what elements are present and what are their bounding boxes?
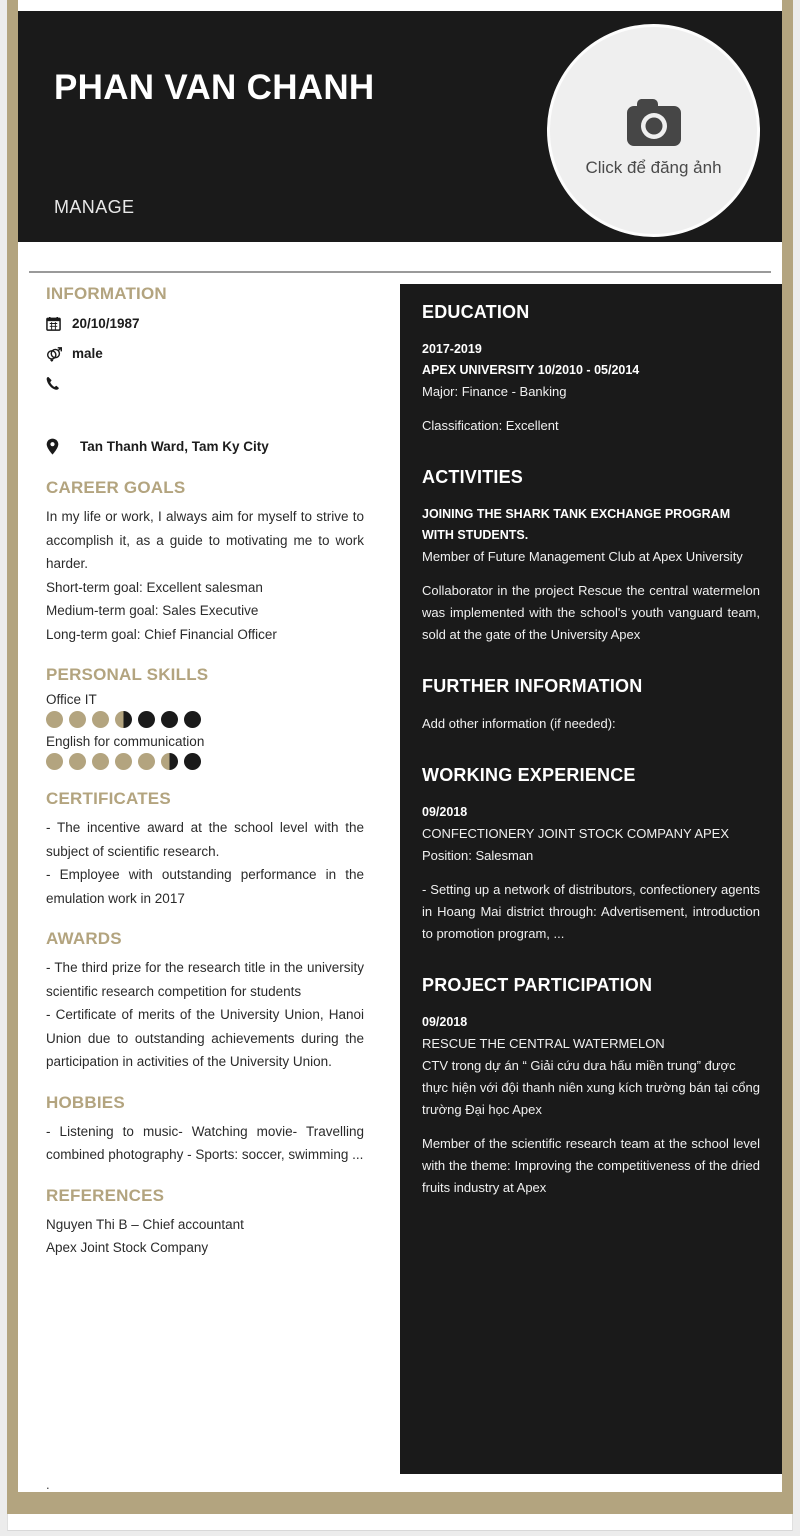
information-heading: INFORMATION <box>46 284 167 303</box>
photo-upload-button[interactable] <box>547 24 760 237</box>
certificate-item: - Employee with outstanding performance in the emulation work in 2017 <box>46 867 364 906</box>
personal-skills-heading: PERSONAL SKILLS <box>46 665 209 684</box>
skill-rating-dots[interactable] <box>46 711 364 728</box>
references-heading: REFERENCES <box>46 1185 165 1205</box>
skill-item <box>46 692 364 728</box>
address-value: Tan Thanh Ward, Tam Ky City <box>80 439 269 454</box>
truncated-text-row <box>46 1476 364 1492</box>
skill-dot[interactable] <box>46 753 63 770</box>
section-hobbies <box>46 1093 364 1167</box>
camera-icon <box>619 93 689 154</box>
hobbies-text: - Listening to music- Watching movie- Travelling combined photography - Sports: soccer, swimming ... <box>46 1123 364 1162</box>
hobbies-heading: HOBBIES <box>46 1092 125 1112</box>
further-information-heading: FURTHER INFORMATION <box>422 676 643 696</box>
project-paragraph-vi: CTV trong dự án “ Giải cứu dưa hấu miền trung” được thực hiện với đội thanh niên xung kích trường bán tại cổng trường Đại học Apex <box>422 1058 760 1117</box>
working-experience-company: CONFECTIONERY JOINT STOCK COMPANY APEX <box>422 826 730 841</box>
gender-icon <box>46 346 72 362</box>
section-awards <box>46 929 364 1074</box>
job-role: MANAGE <box>54 197 135 217</box>
skill-dot[interactable] <box>161 753 178 770</box>
left-column <box>46 284 364 1279</box>
skill-dot[interactable] <box>115 711 132 728</box>
skill-dot[interactable] <box>69 711 86 728</box>
cv-page <box>7 0 793 1525</box>
further-information-text: Add other information (if needed): <box>422 716 616 731</box>
cv-header <box>18 11 782 242</box>
page-bottom-margin <box>7 1514 793 1531</box>
page-bottom-border <box>7 1492 793 1514</box>
activities-paragraph: Collaborator in the project Rescue the central watermelon was implemented with the school's youth vanguard team, sold at the gate of the University Apex <box>422 583 760 642</box>
award-item: - Certificate of merits of the University Union, Hanoi Union due to outstanding achievements during the participation in activities of the University Union. <box>46 1007 364 1069</box>
header-divider <box>29 271 771 273</box>
education-school: APEX UNIVERSITY 10/2010 - 05/2014 <box>422 363 640 377</box>
career-goal-medium: Medium-term goal: Sales Executive <box>46 603 259 618</box>
skill-dot[interactable] <box>138 753 155 770</box>
skill-dot[interactable] <box>184 711 201 728</box>
skill-label: English for communication <box>46 734 205 749</box>
page-title: PHAN VAN CHANH <box>54 68 375 107</box>
section-education <box>422 302 760 437</box>
working-experience-date: 09/2018 <box>422 805 468 819</box>
section-certificates <box>46 789 364 910</box>
activities-line: Member of Future Management Club at Apex University <box>422 549 743 564</box>
skill-dot[interactable] <box>92 711 109 728</box>
skill-dot[interactable] <box>69 753 86 770</box>
section-activities <box>422 467 760 646</box>
location-pin-icon <box>46 438 72 455</box>
section-career-goals <box>46 478 364 646</box>
reference-line: Apex Joint Stock Company <box>46 1240 209 1255</box>
info-row-address <box>46 434 364 459</box>
phone-icon <box>46 376 72 391</box>
certificate-item: - The incentive award at the school level with the subject of scientific research. <box>46 820 364 859</box>
skill-dot[interactable] <box>92 753 109 770</box>
skill-item <box>46 734 364 770</box>
right-column <box>400 284 782 1474</box>
skill-dot[interactable] <box>115 753 132 770</box>
gender-value: male <box>72 346 103 361</box>
project-date: 09/2018 <box>422 1015 468 1029</box>
career-goal-short: Short-term goal: Excellent salesman <box>46 579 263 595</box>
birthdate-value: 20/10/1987 <box>72 316 140 331</box>
photo-upload-label: Click để đăng ảnh <box>585 158 722 177</box>
working-experience-position: Position: Salesman <box>422 848 534 863</box>
section-working-experience <box>422 765 760 945</box>
skill-rating-dots[interactable] <box>46 753 364 770</box>
section-information <box>46 284 364 459</box>
section-references <box>46 1186 364 1260</box>
career-goal-long: Long-term goal: Chief Financial Officer <box>46 626 277 642</box>
truncated-glyph: . <box>46 1477 50 1492</box>
skill-dot[interactable] <box>138 711 155 728</box>
section-further-information <box>422 676 760 735</box>
info-row-birthdate <box>46 311 364 336</box>
project-title: RESCUE THE CENTRAL WATERMELON <box>422 1036 665 1051</box>
project-participation-heading: PROJECT PARTICIPATION <box>422 975 653 995</box>
career-goals-heading: CAREER GOALS <box>46 478 186 497</box>
project-paragraph-en: Member of the scientific research team at the school level with the theme: Improving the competitiveness of the dried fruits industry at Apex <box>422 1136 760 1195</box>
award-item: - The third prize for the research title in the university scientific research competition for students <box>46 960 364 999</box>
activities-heading: ACTIVITIES <box>422 467 524 487</box>
awards-heading: AWARDS <box>46 929 122 948</box>
section-personal-skills <box>46 665 364 770</box>
education-classification: Classification: Excellent <box>422 418 559 433</box>
career-goals-paragraph: In my life or work, I always aim for myself to strive to accomplish it, as a guide to motivating me to work harder. <box>46 509 364 571</box>
skill-dot[interactable] <box>161 711 178 728</box>
calendar-icon <box>46 316 72 331</box>
skill-label: Office IT <box>46 692 97 707</box>
education-heading: EDUCATION <box>422 302 530 322</box>
section-project-participation <box>422 975 760 1199</box>
working-experience-heading: WORKING EXPERIENCE <box>422 765 636 785</box>
education-major: Major: Finance - Banking <box>422 384 567 399</box>
certificates-heading: CERTIFICATES <box>46 789 171 808</box>
info-row-phone <box>46 371 364 396</box>
education-period: 2017-2019 <box>422 342 482 356</box>
working-experience-paragraph: - Setting up a network of distributors, confectionery agents in Hoang Mai district through: Advertisement, introduction to promotion program, ... <box>422 882 760 941</box>
activities-title: JOINING THE SHARK TANK EXCHANGE PROGRAM WITH STUDENTS. <box>422 507 731 542</box>
info-row-gender <box>46 341 364 366</box>
skill-dot[interactable] <box>184 753 201 770</box>
skill-dot[interactable] <box>46 711 63 728</box>
reference-line: Nguyen Thi B – Chief accountant <box>46 1216 244 1232</box>
